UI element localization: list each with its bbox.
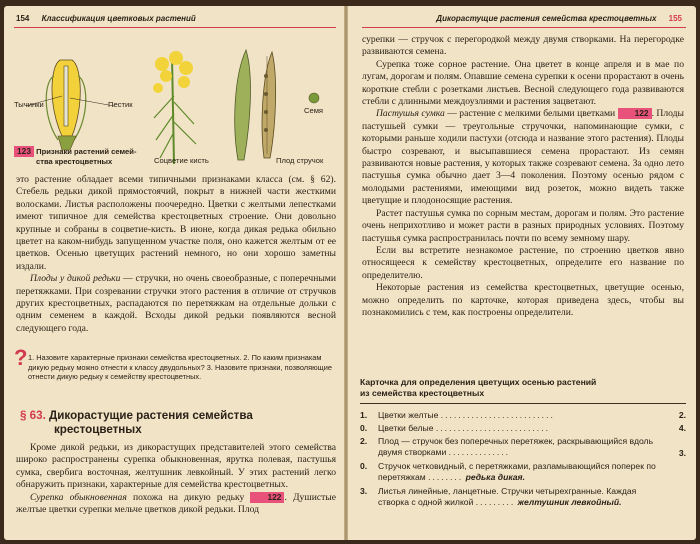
key-text: Стручок четковидный, с перетяжками, разламывающийся поперек по перетяжкам	[378, 461, 656, 483]
right-paragraph-3-rest: . Плоды пастушьей сумки — треугольные стручочки, напоминающие сумки, с которыми раньше ходили пастухи (отсюда и название этого растения). Плоды быстро созревают, и высыпавшиеся семена прорастают. Из семян развиваются новые растения, у которых также созревают семена. За одно лето пастушья сумка обычно дает 3—4 поколения. Поэтому осенью рядом с молодыми растениями, имеющими вид розеток, можно видеть также цветущие и плодоносящие растения.	[362, 108, 684, 207]
key-card-rule	[360, 403, 686, 404]
left-page-header	[16, 14, 196, 23]
right-paragraph-5: Если вы встретите незнакомое растение, по строению цветков явно относящееся к семейству крестоцветных, определите его название по определителю.	[362, 244, 684, 281]
right-paragraph-1: сурепки — стручок с перегородкой между двумя створками. На перегородке развиваются семена.	[362, 34, 684, 58]
figure-caption	[14, 146, 154, 167]
key-number: 1.	[360, 410, 368, 420]
key-ref: 2.	[678, 410, 686, 420]
section-heading	[20, 409, 338, 437]
questions-text: 1. Назовите характерные признаки семейства крестоцветных. 2. По каким признакам дикую редьку можно отнести к классу двудольных? 3. Назовите признаки, позволяющие отнести дикую редьку к семейству крестоцветных.	[28, 353, 332, 382]
right-paragraph-4: Растет пастушья сумка по сорным местам, дорогам и полям. Это растение очень неприхотливо и может расти в разных природных условиях. Поэтому пастушья сумка распространилась почти по всему земному шару.	[362, 207, 684, 244]
section-title-line2: крестоцветных	[54, 423, 142, 436]
key-text: Цветки желтые	[378, 410, 439, 420]
key-number: 3.	[360, 486, 368, 496]
right-paragraph-3	[362, 108, 684, 207]
figure-caption-line2: ства крестоцветных	[36, 157, 113, 166]
figure-caption-line1: Признаки растений семей-	[36, 147, 137, 156]
key-text: Цветки белые	[378, 423, 434, 433]
key-text: Плод — стручок без поперечных перетяжек, раскрывающийся вдоль двумя створками	[378, 436, 654, 458]
key-card-title-line1: Карточка для определения цветущих осенью растений	[360, 377, 597, 387]
key-card-title-line2: из семейства крестоцветных	[360, 388, 485, 398]
label-pistil: Пестик	[108, 100, 133, 109]
crucifer-figure	[14, 36, 338, 168]
silique-drawing	[235, 50, 276, 160]
right-header-rule	[362, 27, 686, 28]
key-answer: редька дикая.	[465, 472, 526, 483]
right-figure-ref-badge: 122	[618, 108, 652, 119]
label-seed: Семя	[304, 106, 324, 115]
left-section-text	[16, 442, 336, 516]
label-raceme: Соцветие кисть	[154, 156, 209, 165]
right-page-number: 155	[668, 14, 682, 23]
key-ref: 4.	[678, 423, 686, 433]
label-silique: Плод стручок	[276, 156, 324, 165]
left-header-title: Классификация цветковых растений	[41, 14, 196, 23]
right-paragraph-3-italic: Пастушья сумка	[376, 108, 445, 120]
left-paragraph-4-rest: . Душистые желтые цветки сурепки мельче цветков дикой редьки. Плод	[16, 491, 337, 516]
left-paragraph-2	[16, 273, 336, 335]
seed-drawing	[309, 93, 319, 103]
key-text: Листья линейные, ланцетные. Стручки четырехгранные. Каждая створка с одной жилкой	[378, 486, 637, 508]
left-header-rule	[14, 27, 336, 28]
key-answer: желтушник левкойный.	[517, 497, 622, 508]
figure-ref-badge: 122	[250, 492, 284, 503]
key-number: 0.	[360, 461, 368, 471]
left-paragraph-4-mid: похожа на дикую редьку	[126, 491, 251, 503]
right-paragraph-2: Сурепка тоже сорное растение. Она цветет в конце апреля и в мае по лугам, дорогам и полям. Опавшие семена сурепки к осени прорастают в очень короткие стебли с розетками листьев. Весной следующего года развиваются стебли с длинными междоузлиями и растения зацветают.	[362, 58, 684, 108]
raceme-drawing	[153, 51, 196, 164]
section-number: § 63.	[20, 409, 46, 422]
key-ref: 3.	[678, 448, 686, 458]
section-title-line1: Дикорастущие растения семейства	[49, 409, 253, 422]
left-page-number: 154	[16, 14, 30, 23]
left-paragraph-4	[16, 492, 336, 517]
right-page: Дикорастущие растения семейства крестоцветных 155 сурепки — стручок с перегородкой между двумя створками. На перегородке развиваются семена. Сурепка тоже сорное растение. Она цветет в конце апреля и в мае по лугам, дорогам и полям. Опавшие семена сурепки к осени прорастают в очень короткие стебли с розетками листьев. Весной следующего года развиваются стебли с длинными междоузлиями и растения зацветают. Пастушья сумка — растение с мелкими белыми цветками 122 . Плоды пастушьей сумки — треугольные стручочки, напоминающие сумки, с которыми раньше ходили пастухи (отсюда и название этого растения). Плоды быстро созревают, и высыпавшиеся семена прорастают. Из семян развиваются новые растения, у которых также созревают семена. За одно лето пастушья сумка обычно дает 3—4 поколения. Поэтому осенью рядом с молодыми растениями, имеющими вид розеток, можно видеть также цветущие и плодоносящие растения. Растет пастушья сумка по сорным местам, дорогам и полям. Это растение очень неприхотливо и может расти в разных природных условиях. Поэтому пастушья сумка распространилась почти по всему земному шару. Если вы встретите незнакомое растение, по строению цветков явно относящееся к семейству крестоцветных, определите его название по определителю. Некоторые растения из семейства крестоцветных, цветущие осенью, можно определить по карточке, которая приведена здесь, чтобы вы познакомились с тем, как построены определители. Карточка для определения цветущих осенью растений из семейства крестоцветных 1. Цветки желтые .......................... 2. 0. Цветки белые .......................... 4. 2. Плод — стручок без поперечных перетяжек, раскрывающийся вдоль двумя створками .............. 3. 0. Стручок четковидный, с перетяжками, разламывающийся поперек по перетяжкам ........ редька дикая. 3. Листья линейные, ланцетные. Стручки четырехгранные. Каждая створка с одной жилкой ......... желтушник левкойный.	[348, 6, 696, 540]
right-header-title: Дикорастущие растения семейства крестоцветных	[436, 14, 657, 23]
left-paragraph-2-italic: Плоды у дикой редьки	[30, 273, 121, 285]
left-paragraph-1: это растение обладает всеми типичными признаками класса (см. § 62). Стебель редьки дикой прямостоячий, покрыт в нижней части жесткими волосками. Листья расположены поочередно. Цветки с желтыми лепестками имеют типичное для семейства крестоцветных строение. Они довольно крупные и собраны в соцветие-кисть. В июне, когда дикая редька обильно цветет на каком-нибудь запущенном участке поля, оно кажется желтым от ее цветков. Осенью цветущих растений немного, но они хорошо заметны издали.	[16, 174, 336, 272]
left-paragraph-3: Кроме дикой редьки, из дикорастущих представителей этого семейства широко распространены сурепка обыкновенная, ярутка полевая, пастушья сумка, свербига восточная, желтушник левкойный. У этих растений легко обнаружить признаки, характерные для семейства крестоцветных.	[16, 442, 336, 491]
question-mark-icon: ?	[14, 345, 28, 370]
right-paragraph-3-pre: — растение с мелкими белыми цветками	[444, 108, 618, 120]
figure-badge: 123	[14, 146, 34, 157]
right-page-header	[436, 14, 682, 23]
left-body-text	[16, 174, 336, 335]
key-number: 2.	[360, 436, 368, 446]
left-paragraph-4-italic: Сурепка обыкновенная	[30, 491, 127, 503]
right-paragraph-6: Некоторые растения из семейства крестоцветных, цветущие осенью, можно определить по карточке, которая приведена здесь, чтобы вы познакомились с тем, как построены определители.	[362, 282, 684, 318]
key-card-title	[360, 377, 690, 399]
left-page	[4, 6, 344, 540]
left-paragraph-2-rest: — стручки, но очень своеобразные, с поперечными перетяжками. При созревании стручки этого растения в отличие от стручков других крестоцветных, распадаются по перетяжкам на отдельные дольки с одним семенем в каждой. Всходы дикой редьки появляются весной следующего года.	[16, 273, 336, 334]
label-stamens: Тычинки	[14, 100, 44, 109]
right-body-text	[362, 34, 684, 319]
key-number: 0.	[360, 423, 368, 433]
